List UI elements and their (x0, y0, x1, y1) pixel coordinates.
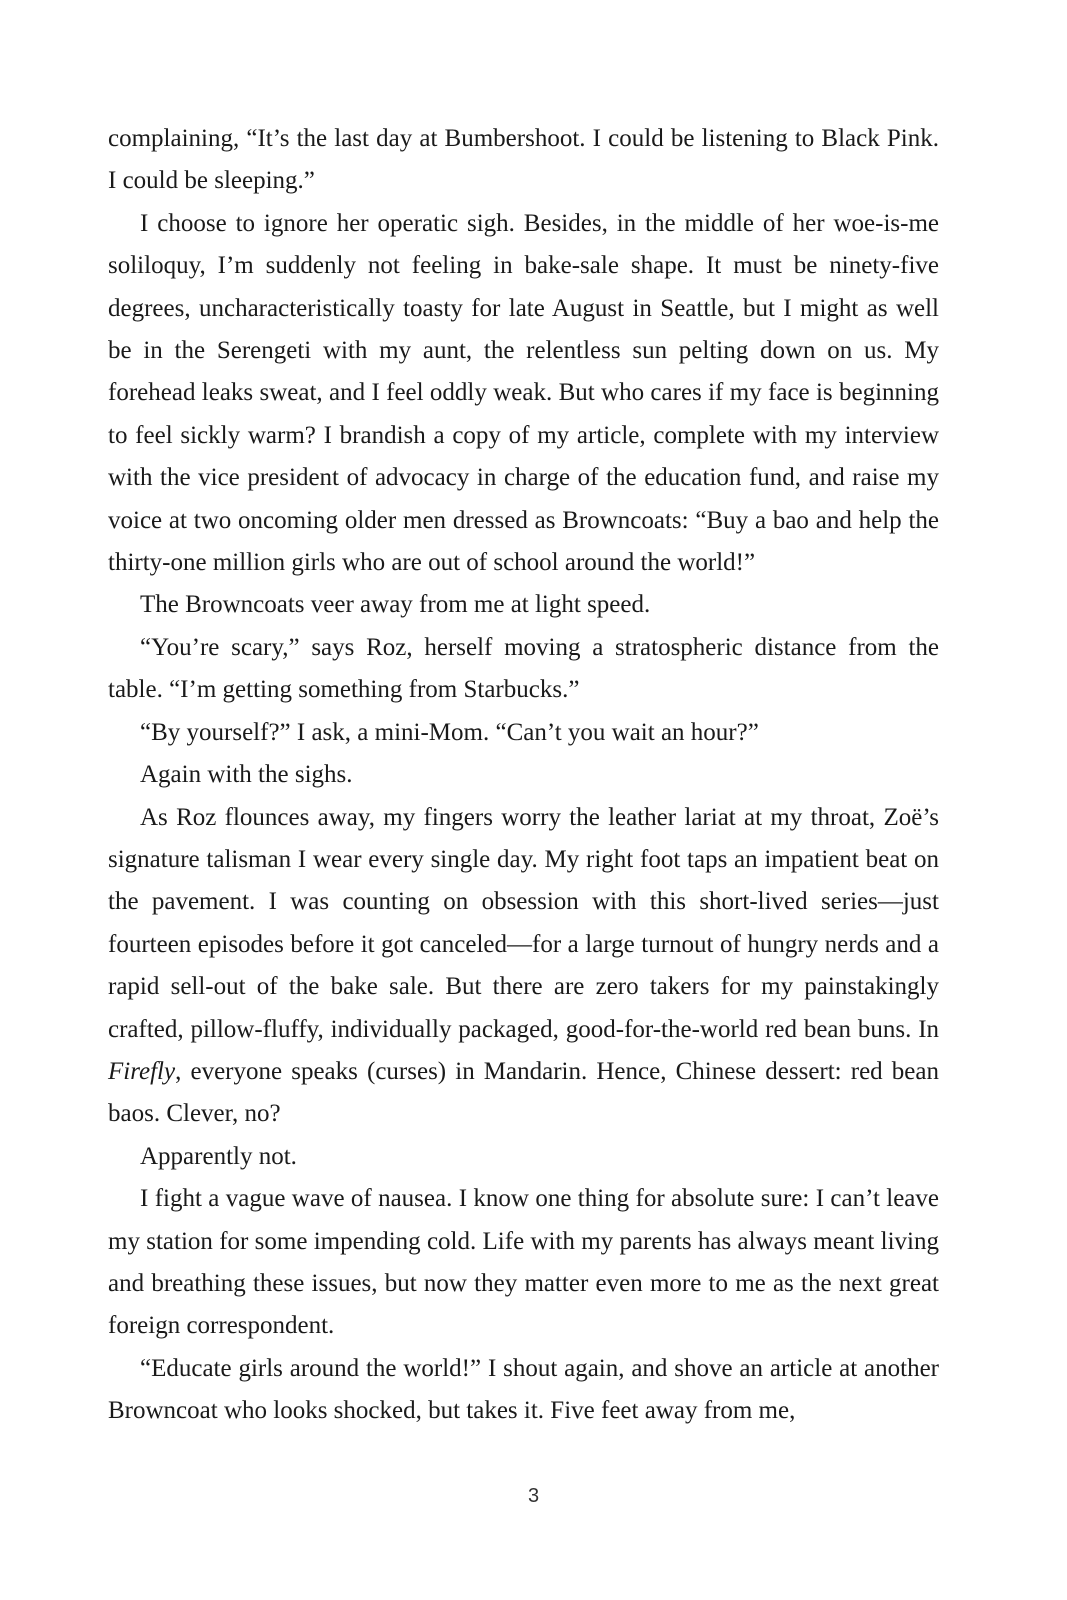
paragraph: “By yourself?” I ask, a mini-Mom. “Can’t you wait an hour?” (140, 718, 759, 746)
show-title: Firefly (108, 1057, 176, 1085)
paragraph (108, 797, 939, 1136)
paragraph: complaining, “It’s the last day at Bumbershoot. I could be listening to Black Pink. I could be sleeping.” (108, 125, 939, 195)
paragraph: The Browncoats veer away from me at light speed. (140, 591, 651, 619)
paragraph: “Educate girls around the world!” I shout again, and shove an article at another Browncoat who looks shocked, but takes it. Five feet away from me, (108, 1354, 939, 1425)
paragraph: I fight a vague wave of nausea. I know one thing for absolute sure: I can’t leave my station for some impending cold. Life with my parents has always meant living and breathing these issues, but now they matter even more to me as the next great foreign correspondent. (108, 1185, 939, 1340)
paragraph-text: In (918, 1015, 940, 1043)
paragraph: “You’re scary,” says Roz, herself moving a stratospheric distance from the table. “I’m getting something from Starbucks.” (108, 633, 939, 704)
page-number: 3 (527, 1485, 540, 1507)
paragraph-text: As Roz flounces away, my fingers worry the leather lariat at my throat, Zoë’s signature talisman I wear every single day. My right foot taps an impatient beat on the pavement. I was counting on obsession with this short-lived series—just fourteen episodes before it got canceled—for a large turnout of hungry nerds and a rapid sell-out of the bake sale. But there are zero takers for my painstakingly crafted, pillow-fluffy, individually packaged, good-for-the-world red bean buns. (108, 803, 939, 1043)
paragraph: I choose to ignore her operatic sigh. Besides, in the middle of her woe-is-me soliloquy, I’m suddenly not feeling in bake-sale shape. It must be ninety-five degrees, uncharacteristically toasty for late August in Seattle, but I might as well be in the Serengeti with my aunt, the relentless sun pelting down on us. My forehead leaks sweat, and I feel oddly weak. But who cares if my face is beginning to feel sickly warm? I brandish a copy of my article, complete with my interview with the vice president of advocacy in charge of the education fund, and raise my voice at two oncoming older men dressed as Browncoats: “Buy a bao and help the thirty-one million girls who are out of school around the world!” (108, 209, 939, 577)
paragraph: Apparently not. (140, 1142, 297, 1170)
paragraph-text: , everyone speaks (curses) in Mandarin. Hence, Chinese dessert: red bean baos. Clever, no? (108, 1057, 939, 1128)
body-text (108, 118, 939, 1433)
paragraph: Again with the sighs. (140, 761, 353, 789)
